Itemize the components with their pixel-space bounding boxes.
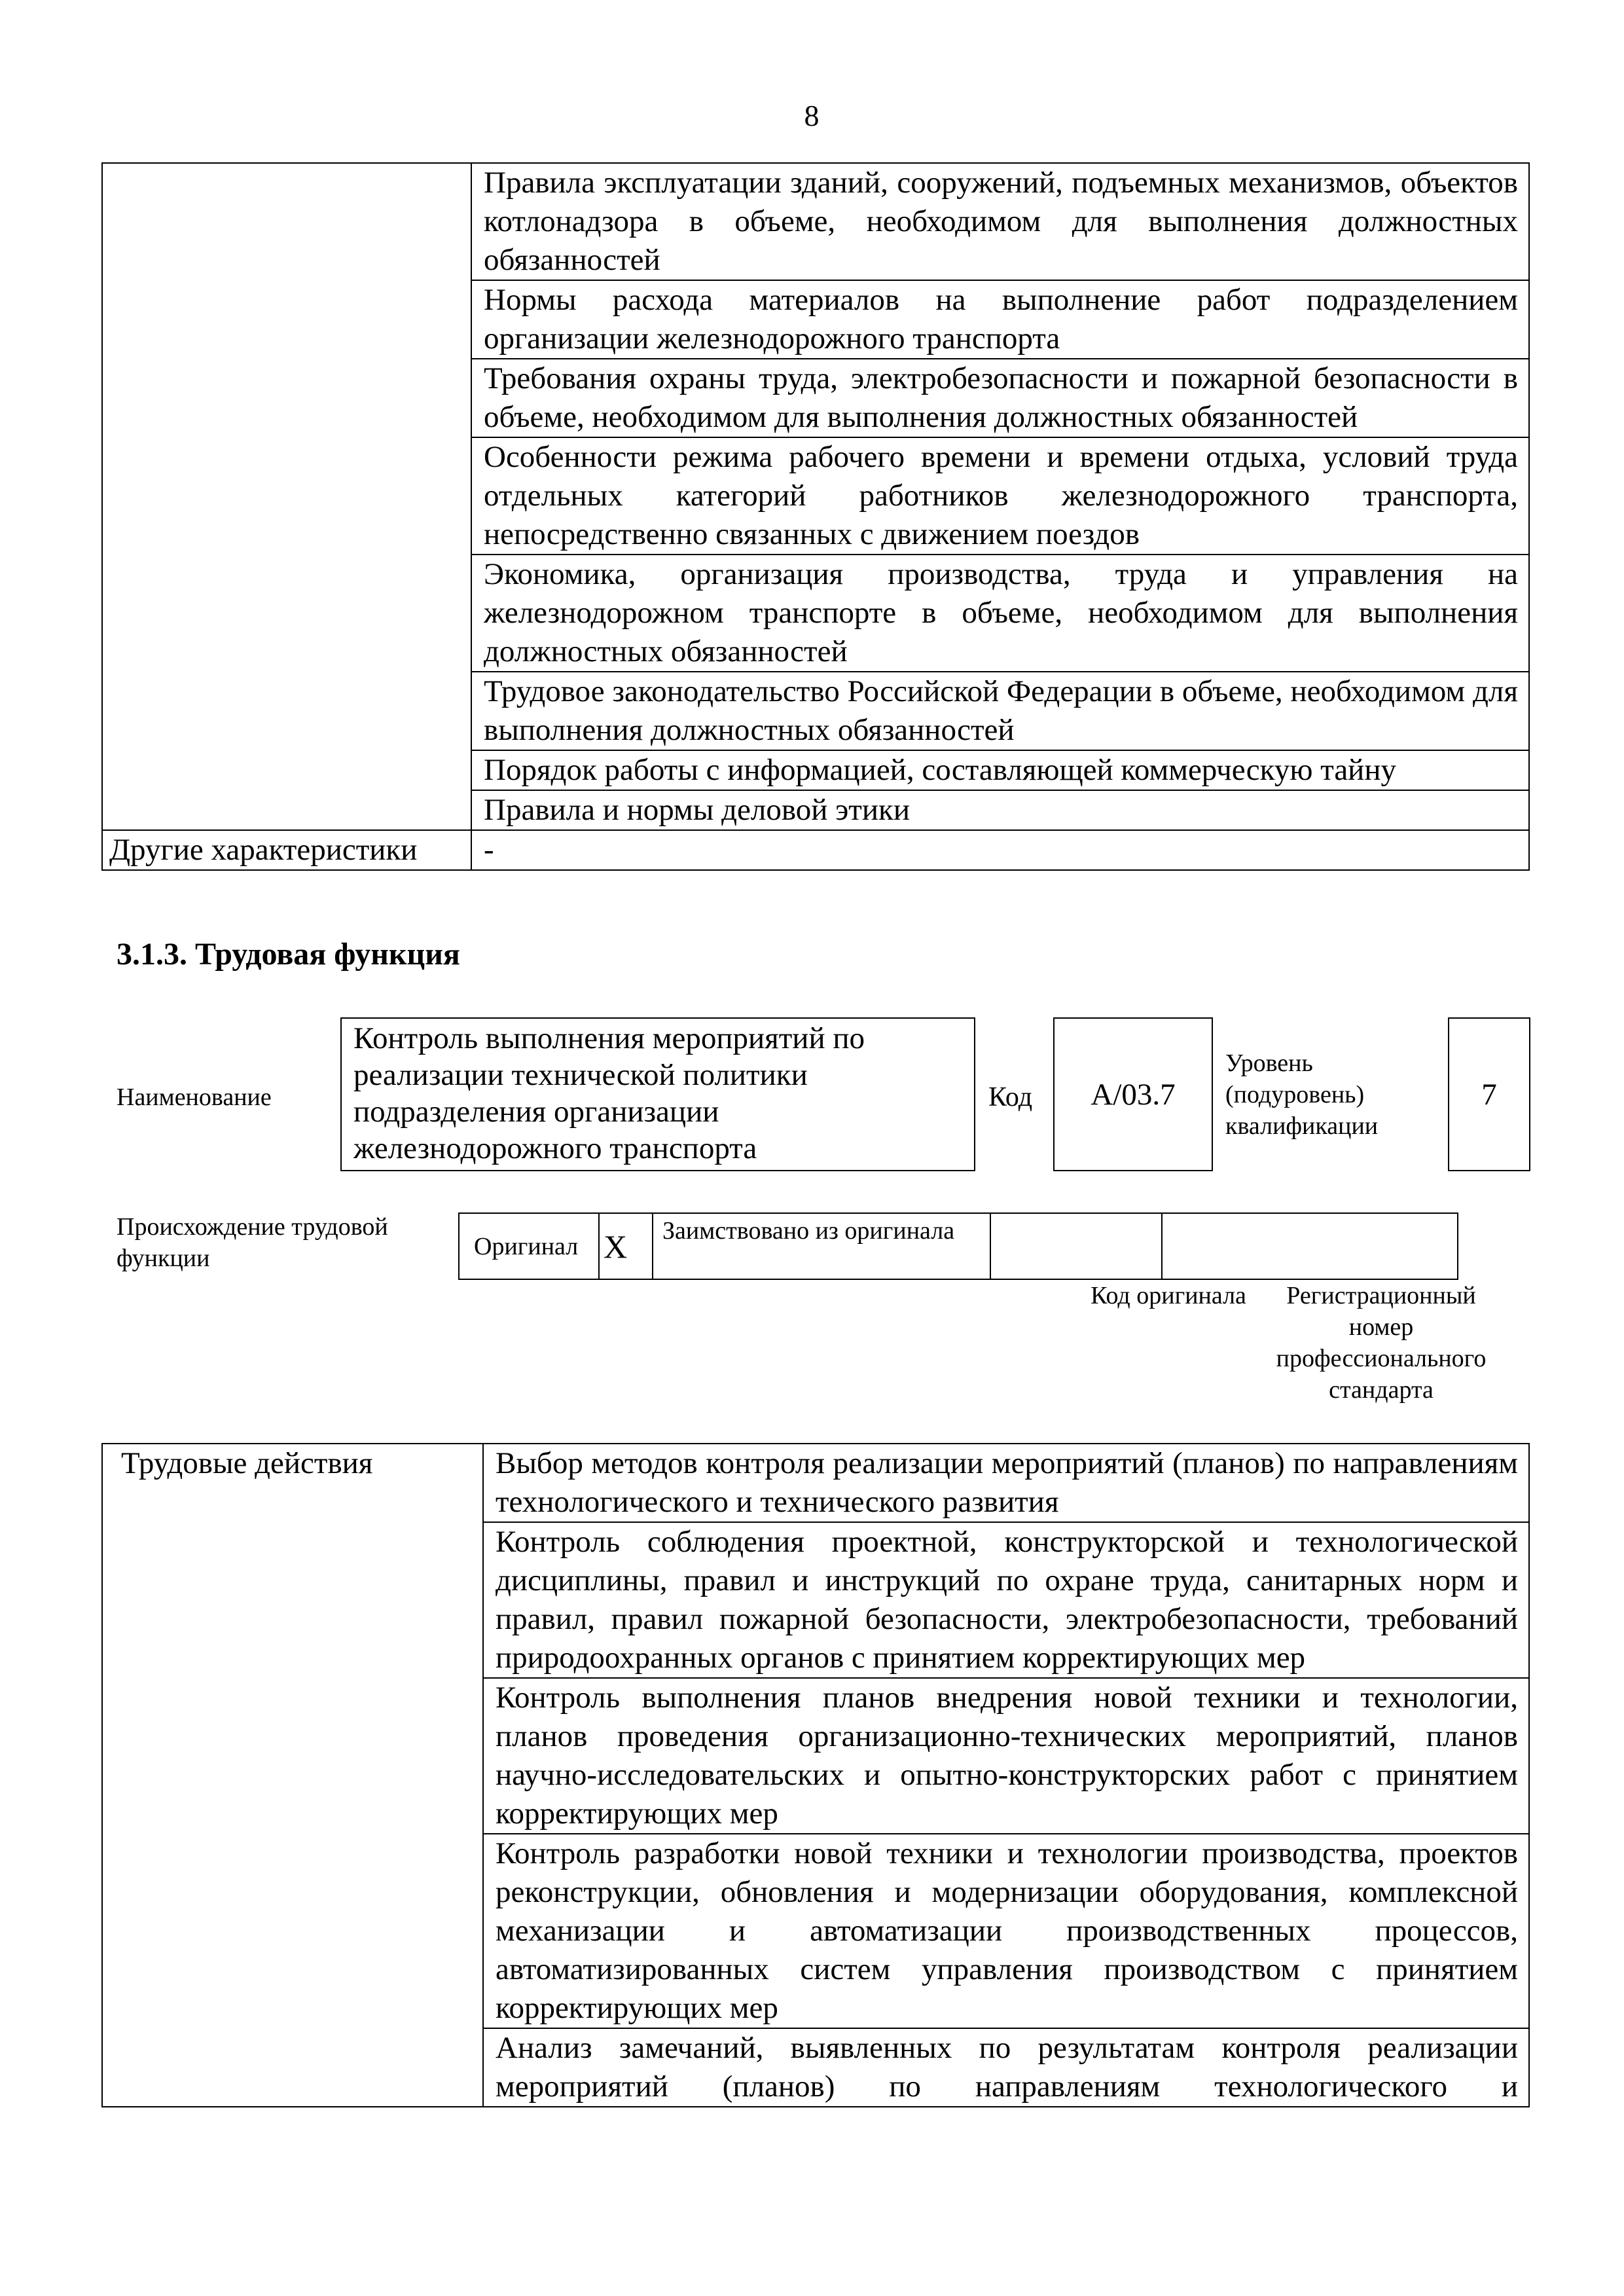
labor-action-item: Контроль разработки новой техники и технологии производства, проектов реконструкции, обновления и модернизации оборудования, комплексной механизации и автоматизации производственных процессов, автоматизированных систем управления производством с принятием корректирующих мер — [483, 1834, 1529, 2028]
knowledge-item: Нормы расхода материалов на выполнение работ подразделением организации железнодорожного транспорта — [471, 280, 1529, 359]
knowledge-item: Требования охраны труда, электробезопасности и пожарной безопасности в объеме, необходимом для выполнения должностных обязанностей — [471, 359, 1529, 437]
code-label: Код — [988, 1082, 1033, 1112]
table-row — [459, 1213, 1458, 1279]
knowledge-item: Экономика, организация производства, труда и управления на железнодорожном транспорте в объеме, необходимом для выполнения должностных обязанностей — [471, 555, 1529, 672]
original-label: Оригинал — [459, 1213, 599, 1279]
name-label: Наименование — [117, 1084, 272, 1111]
labor-action-item: Контроль соблюдения проектной, конструкторской и технологической дисциплины, правил и инструкций по охране труда, санитарных норм и правил, правил пожарной безопасности, электробезопасности, требований природоохранных органов с принятием корректирующих мер — [483, 1522, 1529, 1678]
code-value-box: А/03.7 — [1053, 1017, 1213, 1171]
knowledge-item: Трудовое законодательство Российской Федерации в объеме, необходимом для выполнения должностных обязанностей — [471, 672, 1529, 750]
knowledge-table — [101, 162, 1530, 871]
knowledge-item: Особенности режима рабочего времени и времени отдыха, условий труда отдельных категорий работников железнодорожного транспорта, непосредственно связанных с движением поездов — [471, 437, 1529, 555]
labor-action-item: Контроль выполнения планов внедрения новой техники и технологии, планов проведения организационно-технических мероприятий, планов научно-исследовательских и опытно-конструкторских работ с принятием корректирующих мер — [483, 1678, 1529, 1834]
knowledge-item: Порядок работы с информацией, составляющей коммерческую тайну — [471, 750, 1529, 790]
page-number: 8 — [804, 99, 820, 132]
original-code-cell — [990, 1213, 1162, 1279]
table-row — [102, 1444, 1529, 1522]
original-mark: X — [599, 1213, 653, 1279]
level-label: Уровень (подуровень) квалификации — [1225, 1049, 1379, 1140]
labor-action-item: Анализ замечаний, выявленных по результатам контроля реализации мероприятий (планов) по направлениям технологического и — [483, 2028, 1529, 2107]
labor-action-item: Выбор методов контроля реализации мероприятий (планов) по направлениям технологического и технического развития — [483, 1444, 1529, 1522]
origin-table — [458, 1212, 1458, 1280]
knowledge-item: Правила и нормы деловой этики — [471, 790, 1529, 830]
borrowed-label: Заимствовано из оригинала — [653, 1213, 990, 1279]
section-heading: 3.1.3. Трудовая функция — [117, 937, 460, 972]
other-characteristics-label: Другие характеристики — [102, 830, 471, 870]
registration-number-cell — [1162, 1213, 1458, 1279]
labor-actions-label: Трудовые действия — [102, 1444, 483, 2107]
knowledge-item: Правила эксплуатации зданий, сооружений, подъемных механизмов, объектов котлонадзора в объеме, необходимом для выполнения должностных обязанностей — [471, 163, 1529, 280]
code-caption: Код оригинала — [1091, 1282, 1246, 1309]
level-value-box: 7 — [1448, 1017, 1530, 1171]
other-characteristics-value: - — [471, 830, 1529, 870]
table-row — [102, 163, 1529, 280]
labor-actions-table — [101, 1443, 1530, 2107]
origin-label: Происхождение трудовой функции — [117, 1213, 388, 1272]
registration-caption: Регистрационный номер профессионального стандарта — [1276, 1282, 1487, 1404]
knowledge-label-cell — [102, 163, 471, 830]
function-name-box: Контроль выполнения мероприятий по реализации технической политики подразделения организации железнодорожного транспорта — [340, 1017, 975, 1171]
table-row — [102, 830, 1529, 870]
